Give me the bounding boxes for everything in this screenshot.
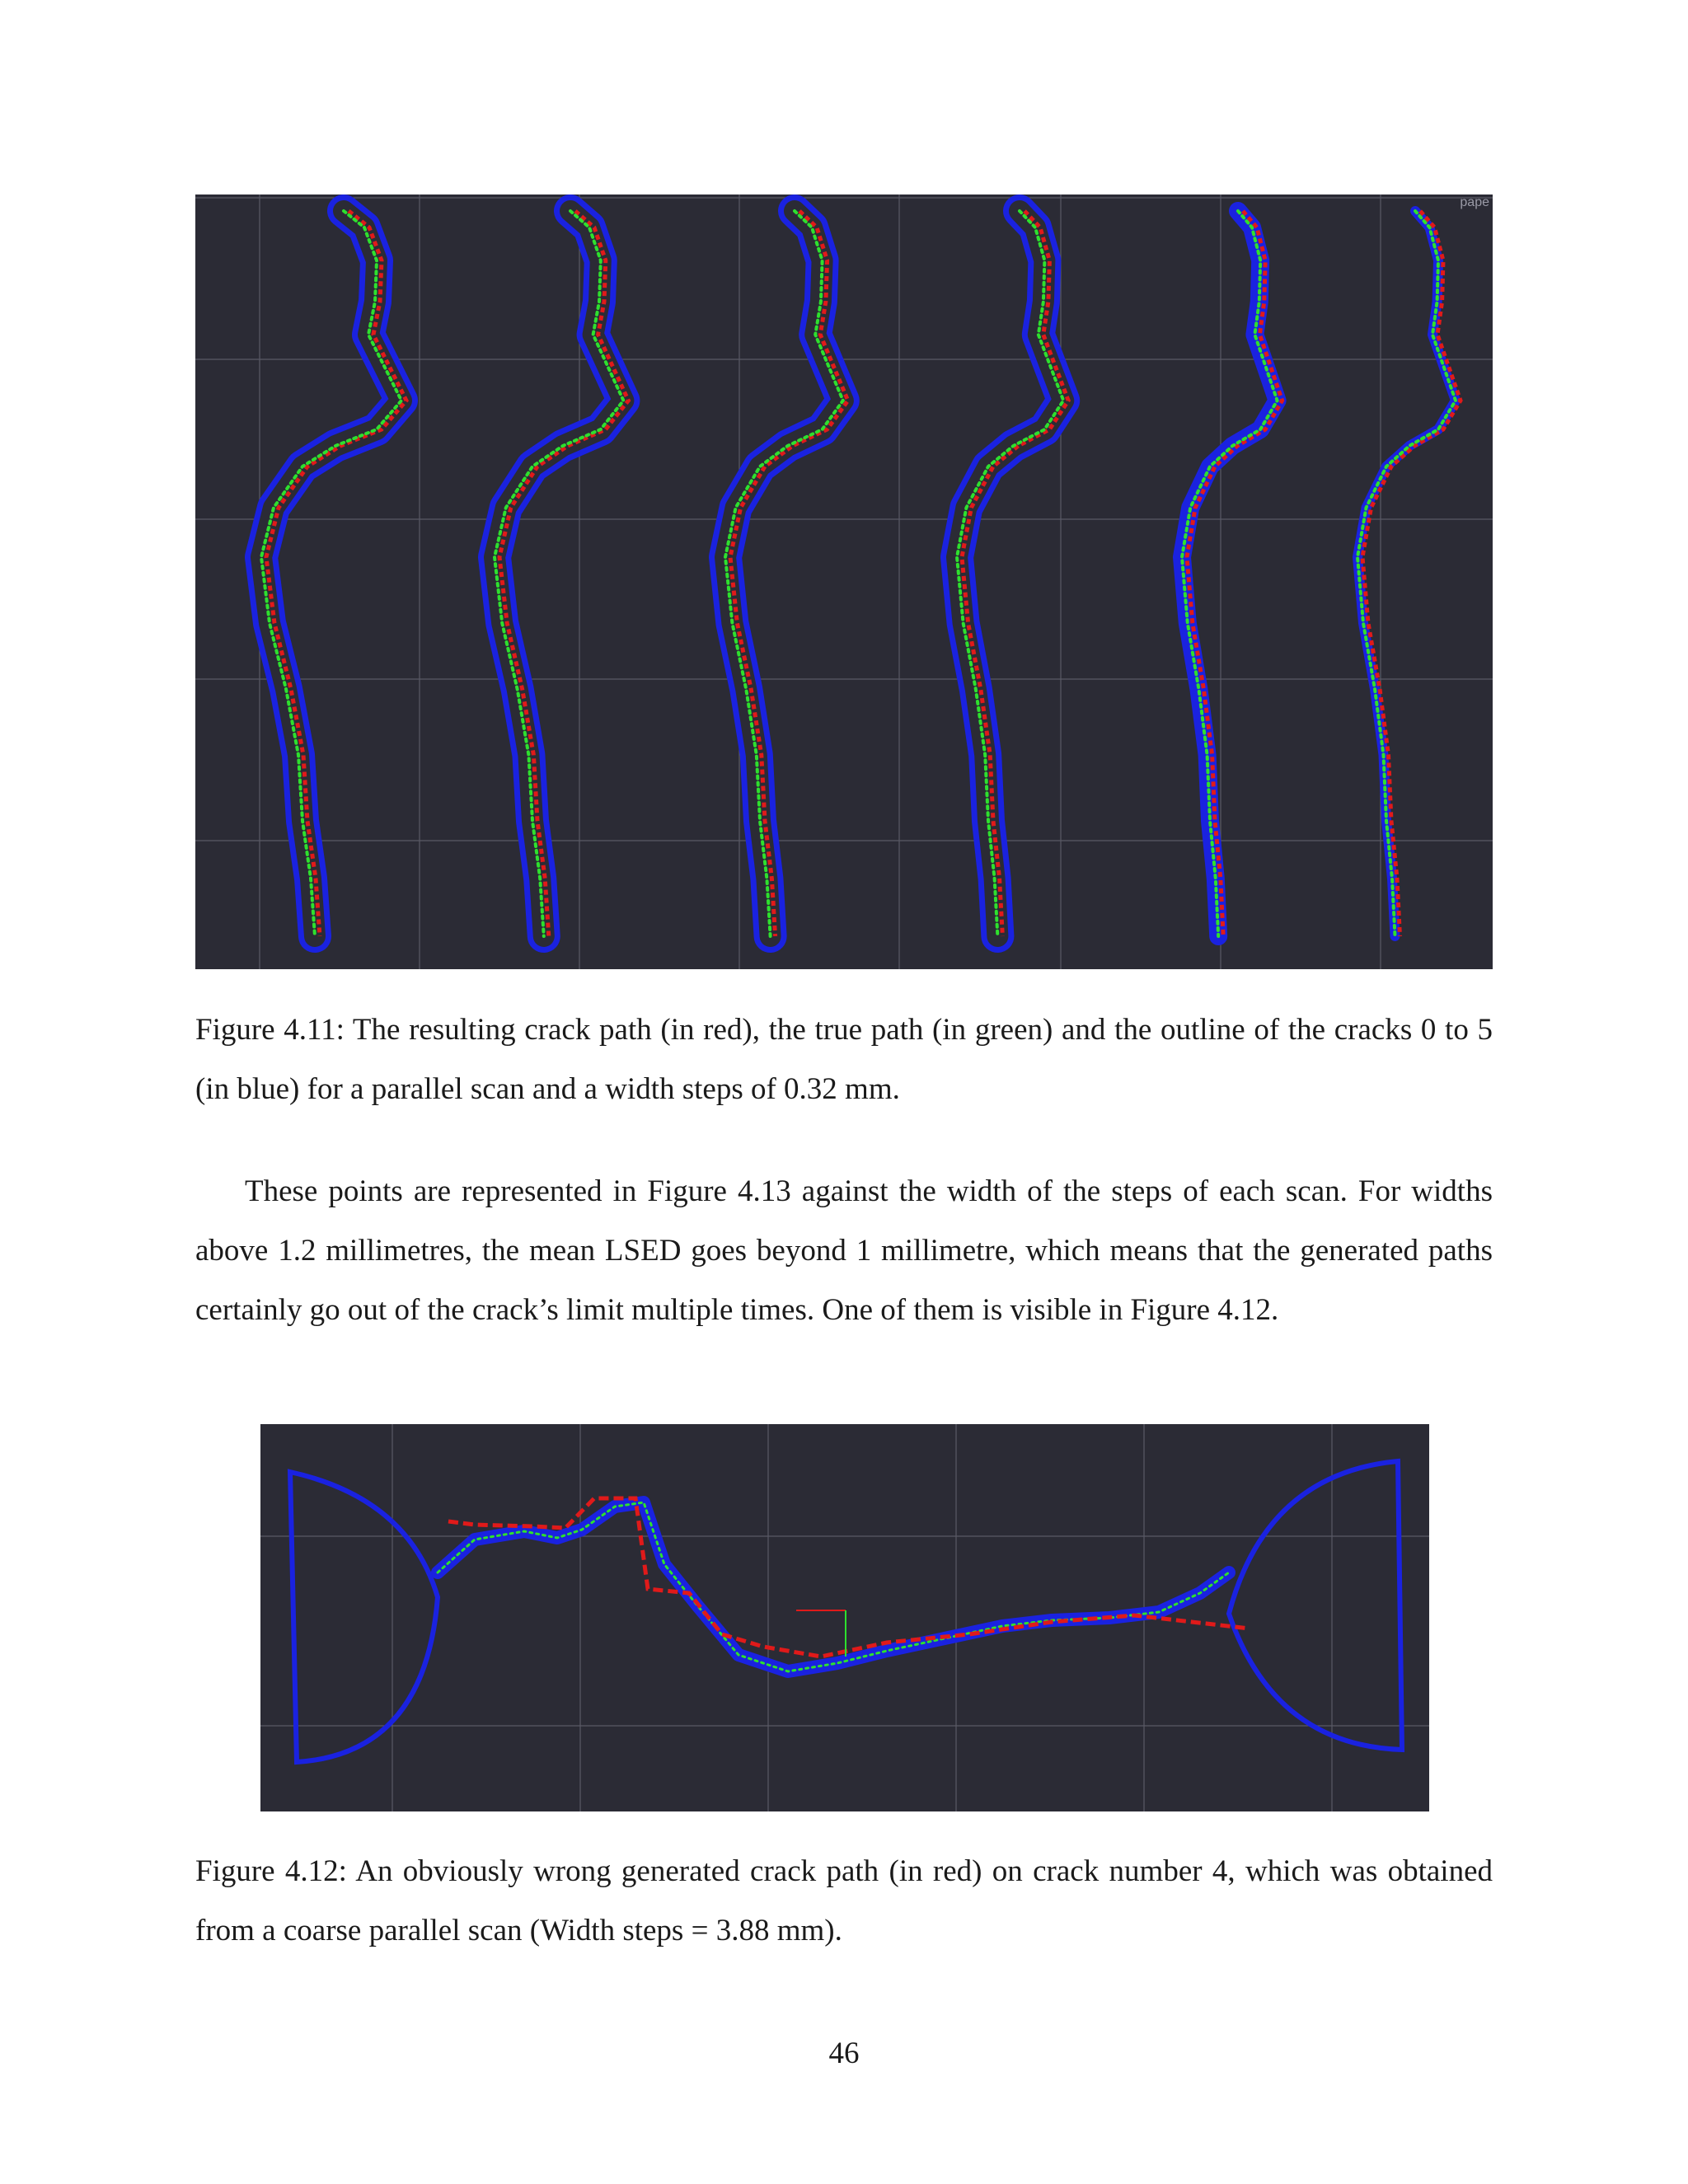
figure-4-11-caption: Figure 4.11: The resulting crack path (in red), the true path (in green) and the outline of the cracks 0 to 5 (in blue) for a parallel scan and a width steps of 0.32 mm. [195, 1013, 1493, 1106]
figure-4-12-image [260, 1424, 1429, 1811]
page-number: 46 [828, 2036, 860, 2070]
figure-4-12-caption: Figure 4.12: An obviously wrong generated crack path (in red) on crack number 4, which was obtained from a coarse parallel scan (Width steps = 3.88 mm). [195, 1854, 1493, 1947]
figure-4-11 [195, 194, 1493, 969]
figure-4-12 [260, 1424, 1429, 1811]
body-paragraph: These points are represented in Figure 4.13 against the width of the steps of each scan. For widths above 1.2 millimetres, the mean LSED goes beyond 1 millimetre, which means that the generated paths certainly go out of the crack’s limit multiple times. One of them is visible in Figure 4.12. [195, 1174, 1493, 1327]
figure-4-11-image [195, 194, 1493, 969]
figure-corner-label: pape [1460, 195, 1489, 209]
